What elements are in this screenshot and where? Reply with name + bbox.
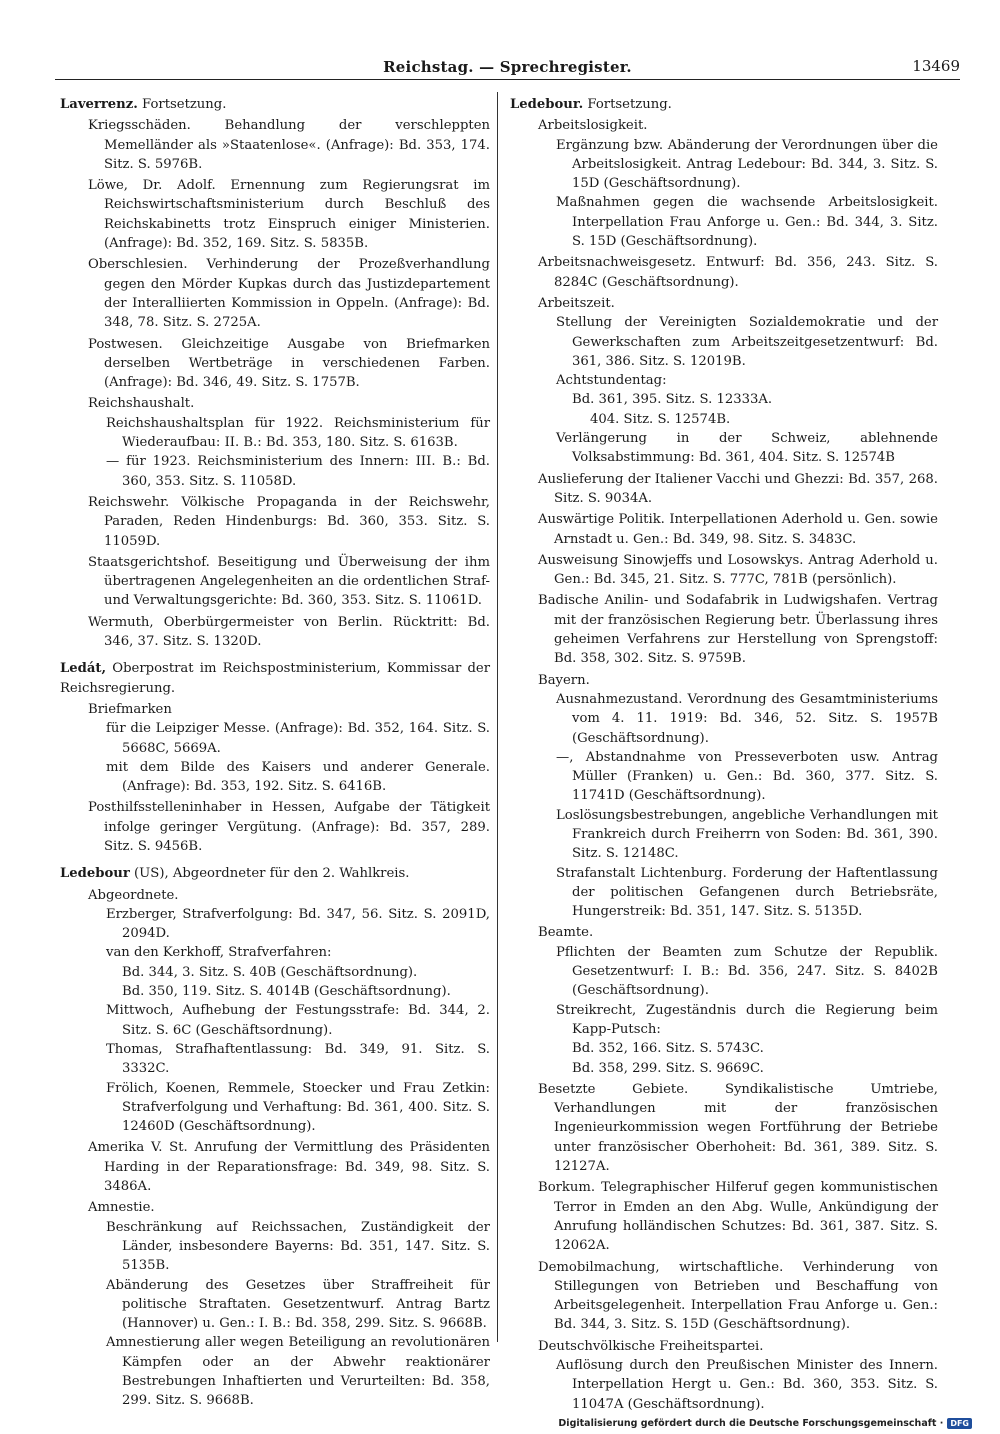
- index-entry: [60, 335, 490, 393]
- index-entry: [510, 1178, 938, 1255]
- index-entry: [510, 864, 938, 922]
- right-column: [510, 95, 938, 1414]
- entry-text: Bd. 352, 166. Sitz. S. 5743C.: [572, 1041, 764, 1057]
- entry-text: Deutschvölkische Freiheitspartei.: [538, 1338, 764, 1354]
- entry-text: van den Kerkhoff, Strafverfahren:: [106, 945, 332, 961]
- entry-text: Wermuth, Oberbürgermeister von Berlin. Rücktritt: Bd. 346, 37. Sitz. S. 1320D.: [88, 614, 490, 650]
- entry-text: Abgeordnete.: [88, 887, 179, 903]
- entry-text: Bd. 358, 299. Sitz. S. 9669C.: [572, 1060, 764, 1076]
- index-entry: [60, 452, 490, 491]
- entry-text: Loslösungsbestrebungen, angebliche Verhandlungen mit Frankreich durch Freiherrn von Soden: Bd. 361, 390. Sitz. S. 12148C.: [556, 807, 938, 862]
- entry-text: Bd. 350, 119. Sitz. S. 4014B (Geschäftsordnung).: [122, 984, 451, 1000]
- entry-text: Postwesen. Gleichzeitige Ausgabe von Briefmarken derselben Wertbeträge in verschiedenen Farben. (Anfrage): Bd. 346, 49. Sitz. S. 1757B.: [88, 336, 490, 391]
- index-entry: [510, 470, 938, 509]
- entry-text: Maßnahmen gegen die wachsende Arbeitslosigkeit. Interpellation Frau Anforge u. Gen.: Bd. 344, 3. Sitz. S. 15D (Geschäftsordnung).: [556, 195, 938, 250]
- index-entry: [60, 1040, 490, 1079]
- index-entry: [510, 1337, 938, 1356]
- entry-text: Staatsgerichtshof. Beseitigung und Überweisung der ihm übertragenen Angelegenheiten an die ordentlichen Straf- und Verwaltungsgerichte: Bd. 360, 353. Sitz. S. 11061D.: [88, 554, 490, 609]
- entry-text: — für 1923. Reichsministerium des Innern: III. B.: Bd. 360, 353. Sitz. S. 11058D.: [106, 454, 490, 489]
- heading-keyword: Ledebour.: [510, 97, 584, 112]
- page-number: 13469: [912, 57, 960, 75]
- entry-text: Borkum. Telegraphischer Hilferuf gegen kommunistischen Terror in Emden an den Abg. Wulle, Ankündigung der Anrufung holländischen Schutzes: Bd. 361, 387. Sitz. S. 12062A.: [538, 1180, 938, 1254]
- entry-text: Arbeitsnachweisgesetz. Entwurf: Bd. 356, 243. Sitz. S. 8284C (Geschäftsordnung).: [538, 255, 938, 290]
- index-entry: [510, 591, 938, 668]
- entry-text: Ausweisung Sinowjeffs und Losowskys. Antrag Aderhold u. Gen.: Bd. 345, 21. Sitz. S. 777C, 781B (persönlich).: [538, 552, 938, 588]
- index-entry: [510, 116, 938, 135]
- index-entry: [510, 136, 938, 194]
- entry-text: —, Abstandnahme von Presseverboten usw. Antrag Müller (Franken) u. Gen.: Bd. 360, 377. Sitz. S. 11741D (Geschäftsordnung).: [556, 749, 938, 804]
- entry-text: Frölich, Koenen, Remmele, Stoecker und Frau Zetkin: Strafverfolgung und Verhaftung: Bd. 361, 400. Sitz. S. 12460D (Geschäftsordnung).: [106, 1080, 490, 1135]
- entry-text: für die Leipziger Messe. (Anfrage): Bd. 352, 164. Sitz. S. 5668C, 5669A.: [106, 721, 490, 756]
- index-entry: [510, 671, 938, 690]
- heading-keyword: Ledebour: [60, 866, 130, 882]
- entry-text: Badische Anilin- und Sodafabrik in Ludwigshafen. Vertrag mit der französischen Regierung betr. Überlassung ihres geheimen Verfahrens zur Herstellung von Sprengstoff: Bd. 358, 302. Sitz. S. 9759B.: [538, 593, 938, 667]
- entry-text: mit dem Bilde des Kaisers und anderer Generale. (Anfrage): Bd. 353, 192. Sitz. S. 6416B.: [106, 759, 490, 795]
- index-entry: [60, 943, 490, 962]
- entry-text: Auswärtige Politik. Interpellationen Aderhold u. Gen. sowie Arnstadt u. Gen.: Bd. 349, 98. Sitz. S. 3483C.: [538, 512, 938, 547]
- index-entry: [510, 313, 938, 371]
- index-entry: [510, 1039, 938, 1058]
- index-entry: [60, 982, 490, 1001]
- index-entry: [510, 1356, 938, 1414]
- page-title: Reichstag. — Sprechregister.: [383, 58, 632, 76]
- heading-keyword: Laverrenz.: [60, 97, 138, 112]
- entry-text: Oberschlesien. Verhinderung der Prozeßverhandlung gegen den Mörder Kupkas durch das Justizdepartement der Interalliierten Kommission in Oppeln. (Anfrage): Bd. 348, 78. Sitz. S. 2725A.: [88, 257, 490, 331]
- dfg-logo: DFG: [947, 1418, 972, 1429]
- index-entry: [60, 116, 490, 174]
- entry-text: Ergänzung bzw. Abänderung der Verordnungen über die Arbeitslosigkeit. Antrag Ledebour: Bd. 344, 3. Sitz. S. 15D (Geschäftsordnung).: [556, 137, 938, 192]
- entry-text: Oberpostrat im Reichspostministerium, Kommissar der Reichsregierung.: [60, 661, 490, 696]
- entry-text: Bayern.: [538, 672, 590, 688]
- entry-text: Beschränkung auf Reichssachen, Zuständigkeit der Länder, insbesondere Bayerns: Bd. 351, 147. Sitz. S. 5135B.: [106, 1219, 490, 1274]
- entry-text: Ausnahmezustand. Verordnung des Gesamtministeriums vom 4. 11. 1919: Bd. 346, 52. Sitz. S. 1957B (Geschäftsordnung).: [556, 691, 938, 746]
- index-entry: [510, 429, 938, 468]
- index-entry: [60, 414, 490, 453]
- entry-text: Kriegsschäden. Behandlung der verschleppten Memelländer als »Staatenlose«. (Anfrage): Bd. 353, 174. Sitz. S. 5976B.: [88, 118, 490, 172]
- entry-text: Mittwoch, Aufhebung der Festungsstrafe: Bd. 344, 2. Sitz. S. 6C (Geschäftsordnung).: [106, 1003, 490, 1038]
- index-entry: [60, 176, 490, 253]
- left-column: [60, 95, 490, 1411]
- entry-text: Achtstundentag:: [556, 373, 667, 389]
- entry-text: Beamte.: [538, 925, 594, 941]
- entry-text: (US), Abgeordneter für den 2. Wahlkreis.: [129, 866, 410, 882]
- index-entry: [510, 510, 938, 549]
- entry-text: Stellung der Vereinigten Sozialdemokratie und der Gewerkschaften zum Arbeitszeitgesetzentwurf: Bd. 361, 386. Sitz. S. 12019B.: [556, 315, 938, 369]
- entry-text: Briefmarken: [88, 701, 172, 717]
- entry-text: Bd. 361, 395. Sitz. S. 12333A.: [572, 392, 773, 408]
- heading-keyword: Ledát,: [60, 661, 107, 677]
- index-entry: [60, 1218, 490, 1276]
- entry-text: Amerika V. St. Anrufung der Vermittlung des Präsidenten Harding in der Reparationsfrage: Bd. 349, 98. Sitz. S. 3486A.: [88, 1140, 490, 1195]
- column-divider: [497, 92, 498, 1342]
- index-entry: [60, 1333, 490, 1410]
- entry-text: Auflösung durch den Preußischen Minister des Innern. Interpellation Hergt u. Gen.: Bd. 360, 353. Sitz. S. 11047A (Geschäftsordnung).: [556, 1358, 938, 1412]
- index-entry: [510, 410, 938, 429]
- entry-text: Bd. 344, 3. Sitz. S. 40B (Geschäftsordnung).: [122, 964, 418, 980]
- index-entry: [60, 1001, 490, 1040]
- entry-text: Arbeitslosigkeit.: [538, 118, 648, 134]
- entry-text: Verlängerung in der Schweiz, ablehnende Volksabstimmung: Bd. 361, 404. Sitz. S. 12574B: [556, 431, 938, 466]
- index-entry: [60, 963, 490, 982]
- entry-text: Erzberger, Strafverfolgung: Bd. 347, 56. Sitz. S. 2091D, 2094D.: [106, 906, 490, 942]
- entry-text: Auslieferung der Italiener Vacchi und Ghezzi: Bd. 357, 268. Sitz. S. 9034A.: [538, 471, 938, 506]
- index-entry: [510, 748, 938, 806]
- footer-text: Digitalisierung gefördert durch die Deutsche Forschungsgemeinschaft ·: [558, 1418, 944, 1429]
- entry-text: 404. Sitz. S. 12574B.: [590, 411, 731, 427]
- index-entry: [510, 690, 938, 748]
- index-entry: [510, 1080, 938, 1176]
- index-entry: [60, 886, 490, 905]
- entry-text: Besetzte Gebiete. Syndikalistische Umtriebe, Verhandlungen mit der französischen Ingenieurkommission wegen Fortführung der Betriebe unter französischer Oberhoheit: Bd. 361, 389. Sitz. S. 12127A.: [538, 1081, 938, 1175]
- index-heading: [60, 95, 490, 114]
- index-entry: [60, 798, 490, 856]
- entry-text: Löwe, Dr. Adolf. Ernennung zum Regierungsrat im Reichswirtschaftsministerium durch Beschluß des Reichskabinetts trotz Einspruch einiger Ministerien. (Anfrage): Bd. 352, 169. Sitz. S. 5835B.: [88, 178, 490, 252]
- index-entry: [60, 613, 490, 652]
- index-entry: [60, 255, 490, 332]
- index-entry: [60, 758, 490, 797]
- index-entry: [510, 943, 938, 1001]
- index-entry: [510, 1001, 938, 1040]
- index-entry: [60, 719, 490, 758]
- index-heading: [510, 95, 938, 114]
- index-entry: [510, 294, 938, 313]
- index-entry: [60, 1198, 490, 1217]
- index-entry: [60, 493, 490, 551]
- index-entry: [510, 923, 938, 942]
- index-entry: [60, 394, 490, 413]
- index-entry: [510, 390, 938, 409]
- entry-text: Fortsetzung.: [137, 97, 227, 112]
- entry-text: Strafanstalt Lichtenburg. Forderung der Haftentlassung der politischen Gefangenen durch Betriebsräte, Hungerstreik: Bd. 351, 147. Sitz. S. 5135D.: [556, 865, 938, 920]
- index-entry: [510, 1059, 938, 1078]
- entry-text: Reichshaushalt.: [88, 396, 195, 412]
- index-heading: [60, 659, 490, 698]
- index-entry: [60, 553, 490, 611]
- entry-text: Reichswehr. Völkische Propaganda in der Reichswehr, Paraden, Reden Hindenburgs: Bd. 360, 353. Sitz. S. 11059D.: [88, 494, 490, 549]
- entry-text: Amnestierung aller wegen Beteiligung an revolutionären Kämpfen oder an der Abwehr reaktionärer Bestrebungen Inhaftierten und Verurteilten: Bd. 358, 299. Sitz. S. 9668B.: [106, 1335, 490, 1409]
- entry-text: Demobilmachung, wirtschaftliche. Verhinderung von Stillegungen von Betrieben und Beschaffung von Arbeitsgelegenheit. Interpellation Frau Anforge u. Gen.: Bd. 344, 3. Sitz. S. 15D (Geschäftsordnung).: [538, 1259, 938, 1333]
- header-rule: [55, 79, 960, 80]
- index-entry: [60, 1276, 490, 1334]
- entry-text: Abänderung des Gesetzes über Straffreiheit für politische Straftaten. Gesetzentwurf. Antrag Bartz (Hannover) u. Gen.: I. B.: Bd. 358, 299. Sitz. S. 9668B.: [106, 1277, 490, 1332]
- index-entry: [60, 700, 490, 719]
- entry-text: Fortsetzung.: [583, 97, 672, 112]
- index-entry: [510, 253, 938, 292]
- entry-text: Posthilfsstelleninhaber in Hessen, Aufgabe der Tätigkeit infolge geringer Vergütung. (Anfrage): Bd. 357, 289. Sitz. S. 9456B.: [88, 800, 490, 854]
- index-entry: [510, 193, 938, 251]
- index-entry: [60, 1138, 490, 1196]
- index-entry: [510, 806, 938, 864]
- index-heading: [60, 864, 490, 883]
- index-entry: [510, 1258, 938, 1335]
- index-entry: [510, 371, 938, 390]
- entry-text: Reichshaushaltsplan für 1922. Reichsministerium für Wiederaufbau: II. B.: Bd. 353, 180. Sitz. S. 6163B.: [106, 415, 490, 451]
- entry-text: Thomas, Strafhaftentlassung: Bd. 349, 91. Sitz. S. 3332C.: [106, 1041, 490, 1077]
- footer: [558, 1418, 972, 1429]
- entry-text: Streikrecht, Zugeständnis durch die Regierung beim Kapp-Putsch:: [556, 1002, 938, 1037]
- entry-text: Arbeitszeit.: [538, 295, 615, 311]
- index-entry: [510, 551, 938, 590]
- entry-text: Pflichten der Beamten zum Schutze der Republik. Gesetzentwurf: I. B.: Bd. 356, 247. Sitz. S. 8402B (Geschäftsordnung).: [556, 944, 938, 999]
- entry-text: Amnestie.: [88, 1200, 155, 1216]
- index-entry: [60, 1079, 490, 1137]
- index-entry: [60, 905, 490, 944]
